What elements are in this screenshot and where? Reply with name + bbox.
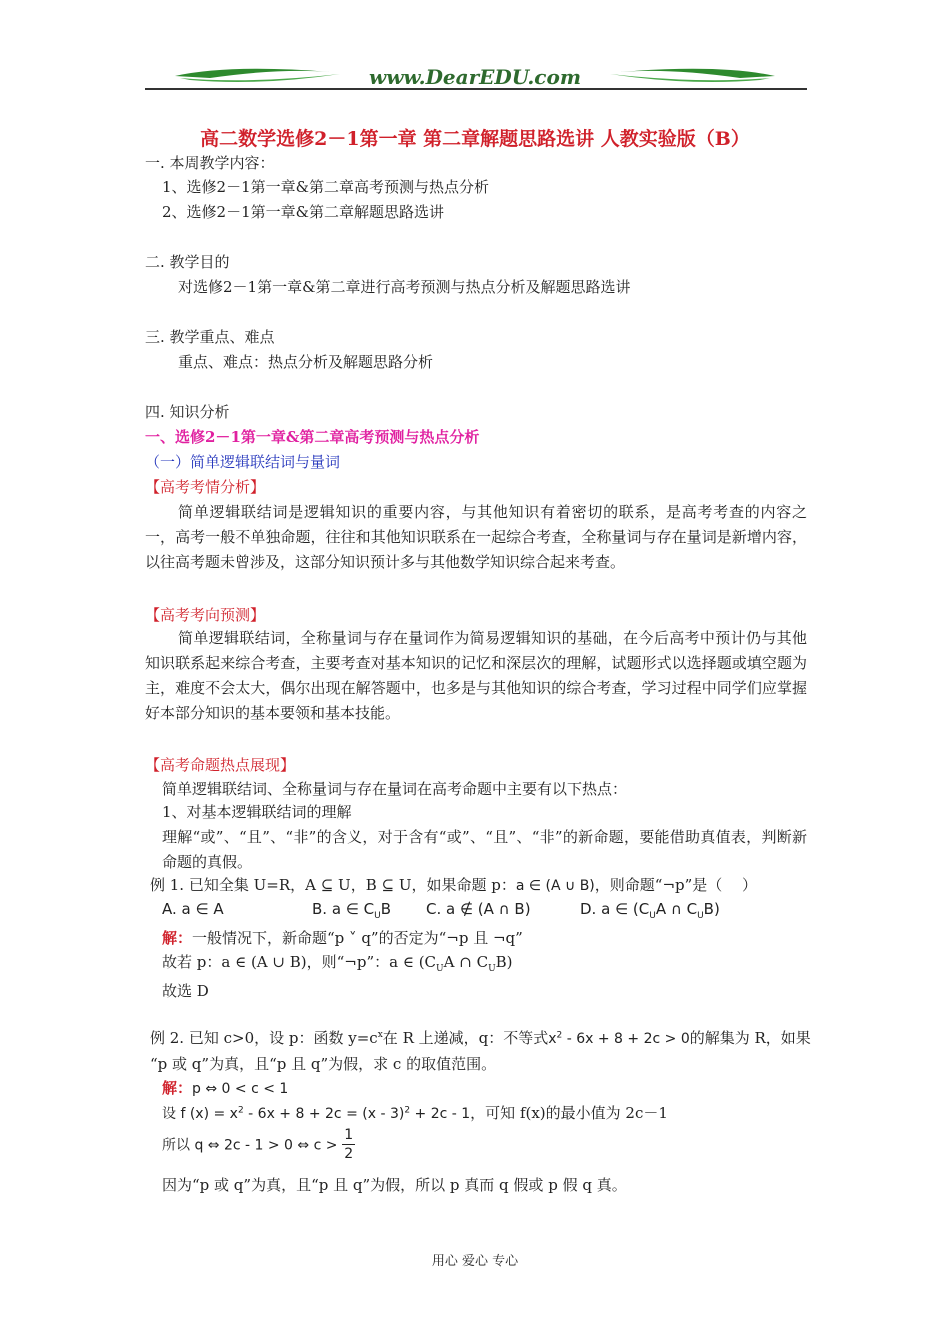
example-2-solution-line-4: 因为“p 或 q”为真，且“p 且 q”为假，所以 p 真而 q 假或 p 假 q 真。 bbox=[162, 1176, 627, 1194]
example-1-solution-line-1: 解：一般情况下，新命题“p ˅ q”的否定为“¬p 且 ¬q” bbox=[162, 929, 523, 947]
tag-exam-analysis: 【高考考情分析】 bbox=[145, 478, 266, 496]
section-3-heading: 三. 教学重点、难点 bbox=[145, 328, 275, 346]
section-4-heading: 四. 知识分析 bbox=[145, 403, 230, 421]
example-2-solution-line-3: 所以 q ⇔ 2c - 1 > 0 ⇔ c > $\frac{1}{2}$ bbox=[162, 1127, 354, 1162]
paragraph-understanding: 理解“或”、“且”、“非”的含义，对于含有“或”、“且”、“非”的新命题，要能借助真值表，判断新命题的真假。 bbox=[162, 828, 807, 871]
example-1-question: 例 1. 已知全集 U=R，A ⊆ U，B ⊆ U，如果命题 p：a ∈ (A ∪ B)，则命题“¬p”是（ ） bbox=[150, 876, 758, 894]
example-2-solution-line-1: 解：p ⇔ 0 < c < 1 bbox=[162, 1079, 289, 1097]
site-logo bbox=[170, 62, 780, 92]
section-1-item-2: 2、选修2－1第一章&第二章解题思路选讲 bbox=[162, 203, 444, 221]
tag-exam-forecast: 【高考考向预测】 bbox=[145, 606, 266, 624]
site-logo-text: www.DearEDU.com bbox=[368, 65, 582, 89]
example-1-option-d: D. a ∈ ($C_UA$ ∩ $C_UB$) bbox=[580, 900, 720, 921]
section-1-item-1: 1、选修2－1第一章&第二章高考预测与热点分析 bbox=[162, 178, 489, 196]
tag-hot-topics: 【高考命题热点展现】 bbox=[145, 756, 296, 774]
example-1-answer: 故选 D bbox=[162, 982, 209, 1000]
section-1-heading: 一. 本周教学内容： bbox=[145, 154, 275, 172]
paragraph-exam-analysis: 简单逻辑联结词是逻辑知识的重要内容，与其他知识有着密切的联系，是高考考查的内容之一，高考一般不单独命题，往往和其他知识联系在一起综合考查，全称量词与存在量词是新增内容，以往高考题未曾涉及，这部分知识预计多与其他数学知识综合起来考查。 bbox=[145, 503, 807, 571]
page-title: 高二数学选修2－1第一章 第二章解题思路选讲 人教实验版（B） bbox=[200, 128, 750, 150]
paragraph-hot-topics: 简单逻辑联结词、全称量词与存在量词在高考命题中主要有以下热点： bbox=[162, 780, 628, 798]
sub-heading: （一）简单逻辑联结词与量词 bbox=[145, 453, 341, 471]
point-1: 1、对基本逻辑联结词的理解 bbox=[162, 803, 352, 821]
example-1-option-b: B. a ∈ $C_UB$ bbox=[312, 900, 391, 921]
paragraph-exam-forecast: 简单逻辑联结词，全称量词与存在量词作为简易逻辑知识的基础，在今后高考中预计仍与其他知识联系起来综合考查，主要考查对基本知识的记忆和深层次的理解，试题形式以选择题或填空题为主，难度不会太大，偶尔出现在解答题中，也多是与其他知识的综合考查，学习过程中同学们应掌握好本部分知识的基本要领和基本技能。 bbox=[145, 629, 807, 722]
fraction-one-half: $\frac{1}{2}$ bbox=[344, 1127, 354, 1162]
example-2-solution-line-2: 设 f $(x) = x^2 - 6x + 8 + 2c = (x - 3)^2 + 2c - 1$，可知 f(x)的最小值为 2c－1 bbox=[162, 1104, 668, 1122]
section-2-body: 对选修2－1第一章&第二章进行高考预测与热点分析及解题思路选讲 bbox=[178, 278, 631, 296]
part-heading: 一、选修2－1第一章&第二章高考预测与热点分析 bbox=[145, 428, 480, 446]
example-1-option-a: A. a ∈ A bbox=[162, 900, 224, 918]
example-2-question-line-2: “p 或 q”为真，且“p 且 q”为假，求 c 的取值范围。 bbox=[150, 1055, 497, 1073]
section-3-body: 重点、难点：热点分析及解题思路分析 bbox=[178, 353, 434, 371]
example-2-question-line-1: 例 2. 已知 c>0，设 p：函数 $y=c^x$在 R 上递减，q：不等式$x^2 - 6x + 8 + 2c > 0$的解集为 R，如果 bbox=[150, 1029, 811, 1047]
page-footer: 用心 爱心 专心 bbox=[431, 1254, 519, 1269]
example-1-solution-line-2: 故若 p：a ∈ (A ∪ B)，则“¬p”：a ∈ ($C_UA$ ∩ $C_UB$) bbox=[162, 953, 513, 974]
example-1-option-c: C. a ∉ (A ∩ B) bbox=[426, 900, 531, 918]
section-2-heading: 二. 教学目的 bbox=[145, 253, 230, 271]
